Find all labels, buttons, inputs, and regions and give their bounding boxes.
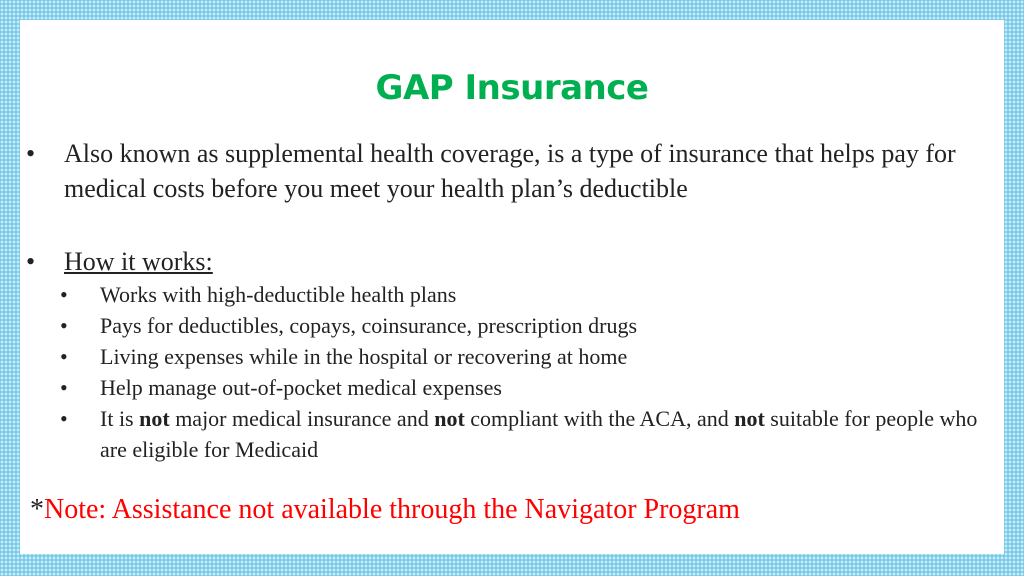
bullet-dot-icon: •	[26, 247, 36, 276]
list-item-text: Pays for deductibles, copays, coinsurance, prescription drugs	[100, 313, 638, 338]
bullet-how-it-works	[24, 244, 964, 279]
list-item-text: Living expenses while in the hospital or recovering at home	[100, 344, 628, 369]
emphasis-not: not	[139, 406, 170, 431]
text-segment: It is	[100, 406, 140, 431]
bullet-dot-icon: •	[60, 406, 68, 431]
definition-text: Also known as supplemental health coverage, is a type of insurance that helps pay for medical costs before you meet your health plan’s deductible	[64, 139, 956, 203]
slide	[20, 20, 1004, 554]
bullet-dot-icon: •	[60, 375, 68, 400]
bullet-dot-icon: •	[60, 282, 68, 307]
emphasis-not: not	[734, 406, 765, 431]
slide-title: GAP Insurance	[375, 68, 649, 108]
list-item	[58, 403, 980, 465]
list-item	[58, 310, 980, 341]
text-segment: major medical insurance and	[169, 406, 435, 431]
list-item-text: Help manage out-of-pocket medical expenses	[100, 375, 502, 400]
text-segment: suitable for people who are eligible for Medicaid	[100, 406, 978, 462]
bullet-dot-icon: •	[26, 139, 36, 168]
bullet-dot-icon: •	[60, 313, 68, 338]
list-item	[58, 279, 980, 310]
asterisk: *	[30, 494, 44, 525]
list-item	[58, 341, 980, 372]
text-segment: compliant with the ACA, and	[464, 406, 735, 431]
bullet-dot-icon: •	[60, 344, 68, 369]
note-message: Note: Assistance not available through the Navigator Program	[44, 494, 740, 525]
list-item	[58, 372, 980, 403]
list-item-text: Works with high-deductible health plans	[100, 282, 457, 307]
note-text	[30, 494, 740, 526]
how-it-works-heading: How it works:	[64, 247, 213, 276]
list-item-text	[100, 403, 980, 465]
emphasis-not: not	[434, 406, 465, 431]
bullet-definition	[24, 136, 964, 206]
